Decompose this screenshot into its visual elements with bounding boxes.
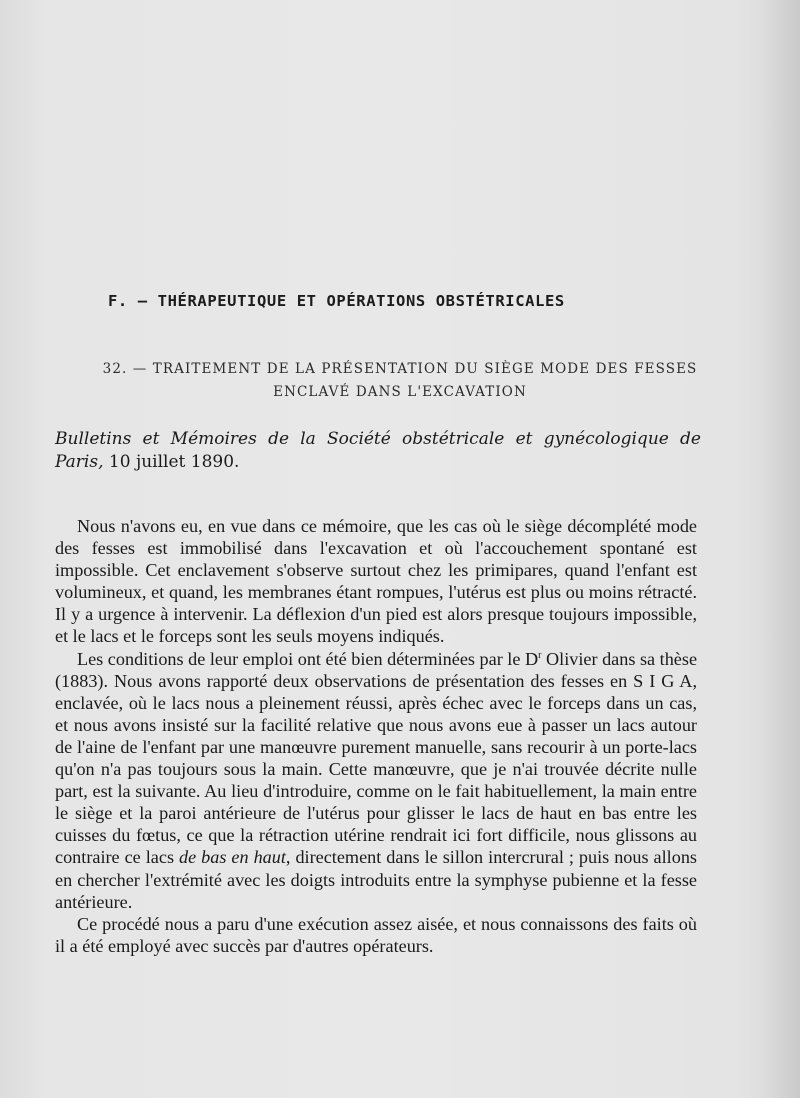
paragraph-2-italic: de bas en haut bbox=[179, 847, 286, 868]
page-edge-shadow bbox=[760, 0, 800, 1098]
paragraph-1: Nous n'avons eu, en vue dans ce mémoire, que les cas où le siège décomplété mode des fesses est immobilisé dans l'excavation et où l'accouchement spontané est impossible. Cet enclavement s'observe surtout chez les primipares, quand l'enfant est volumineux, et quand, les membranes étant rompues, l'utérus est plus ou moins rétracté. Il y a urgence à intervenir. La déflexion d'un pied est alors presque toujours impossible, et le lacs et le forceps sont les seuls moyens indiqués. bbox=[55, 516, 697, 647]
paragraph-2-superscript: r bbox=[538, 649, 542, 661]
paragraph-2-part-2: Olivier dans sa thèse (1883). Nous avons rapporté deux observations de présentation des fesses en S I G A, enclavée, où le lacs nous a pleinement réussi, après échec avec le forceps dans un cas, et nous avons insisté sur la facilité relative que nous avons eue à passer un lacs autour de l'aine de l'enfant par une manœuvre purement manuelle, sans recourir à un porte-lacs qu'on n'a pas toujours sous la main. Cette manœuvre, que je n'ai trouvée décrite nulle part, est la suivante. Au lieu d'introduire, comme on le fait habituellement, la main entre le siège et la paroi antérieure de l'utérus pour glisser le lacs de haut en bas entre les cuisses du fœtus, ce que la rétraction utérine rendrait ici fort difficile, nous glissons au contraire ce lacs bbox=[55, 648, 698, 868]
paragraph-2 bbox=[55, 648, 697, 913]
paragraph-2-part-3: , directement dans le sillon intercrural ; puis nous allons en chercher l'extrémité avec les doigts introduits entre la symphyse pubienne et la fesse antérieure. bbox=[55, 847, 698, 912]
article-title-line-1: 32. — TRAITEMENT DE LA PRÉSENTATION DU SIÈGE MODE DES FESSES bbox=[102, 361, 698, 377]
article-title-line-2: ENCLAVÉ DANS L'EXCAVATION bbox=[273, 384, 527, 400]
source-citation bbox=[55, 428, 701, 473]
paragraph-2-part-1: Les conditions de leur emploi ont été bien déterminées par le D bbox=[77, 648, 539, 669]
body-text bbox=[55, 515, 697, 957]
paragraph-3: Ce procédé nous a paru d'une exécution assez aisée, et nous connaissons des faits où il a été employé avec succès par d'autres opérateurs. bbox=[55, 913, 697, 956]
publication-date: 10 juillet 1890. bbox=[108, 451, 240, 472]
journal-name: Bulletins et Mémoires de la Société obstétricale et gynécologique de Paris, bbox=[55, 429, 701, 472]
section-heading: F. — THÉRAPEUTIQUE ET OPÉRATIONS OBSTÉTRICALES bbox=[108, 292, 565, 310]
